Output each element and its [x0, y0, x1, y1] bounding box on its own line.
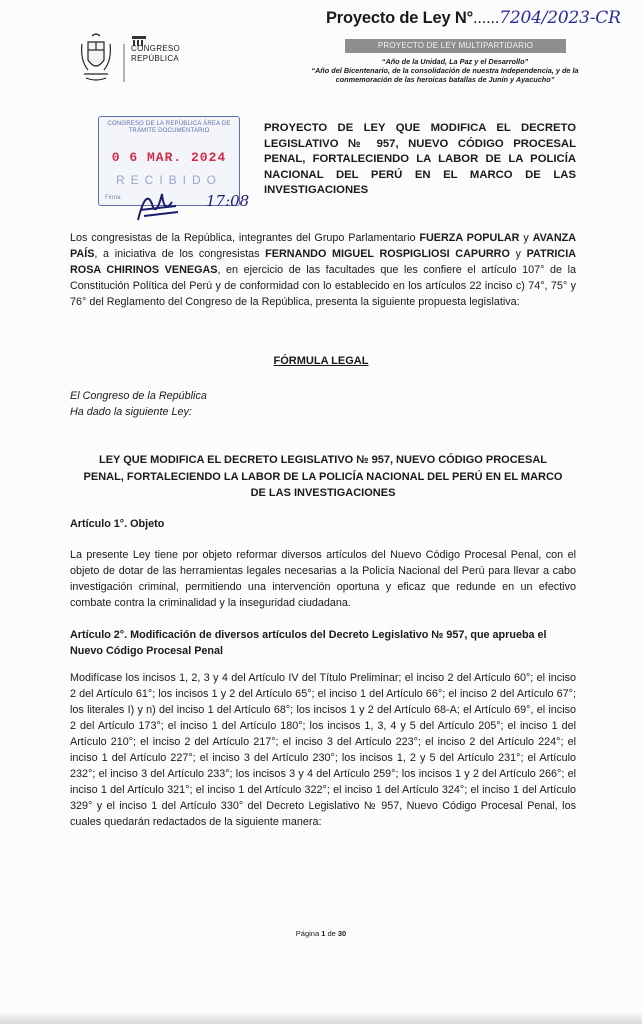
year-line-1: “Año de la Unidad, La Paz y el Desarrollo” [381, 57, 529, 66]
article-2-text: Modifícase los incisos 1, 2, 3 y 4 del Artículo IV del Título Preliminar; el inciso 2 del Artículo 60°; el inciso 2 del Artículo 61°; los incisos 1 y 2 del Artículo 65°; el inciso 1 del Artículo 66°; el inciso 2 del Artículo 67°; los literales I) y n) del inciso 1 del Artículo 68°; los incisos 1 y 2 del Artículo 68-A; el Artículo 69°, el inciso 2 del Artículo 173°; el inciso 1 del Artículo 180°; los incisos 1, 3, 4 y 5 del Artículo 205°; el inciso 1 del Artículo 210°; el inciso 2 del Artículo 217°; el inciso 3 del Artículo 223°; el inciso 2 del Artículo 224°; el inciso 1 del Artículo 227°; el inciso 3 del Artículo 230°; los incisos 1, 2 y 5 del Artículo 231°; el Artículo 232°; el inciso 3 del Artículo 233°; los incisos 3 y 4 del Artículo 259°; los incisos 1 y 2 del Artículo 266°; el inciso 1 del Artículo 321°; el inciso 1 del Artículo 322°; el inciso 1 del Artículo 324°; el inciso 1 del Artículo 329° y el inciso 1 del Artículo 330° del Decreto Legislativo № 957, Nuevo Código Procesal Penal, los cuales quedarán redactados de la siguiente manera: [70, 672, 576, 828]
article-1-heading: Artículo 1°. Objeto [70, 518, 165, 530]
page-edge-shadow [0, 1010, 642, 1024]
logo-text [131, 44, 180, 64]
stamp-signature-label: Firma: [105, 195, 122, 201]
intro-text-4: y [509, 248, 527, 260]
handwritten-signature [132, 184, 262, 228]
intro-text-1: Los congresistas de la República, integrantes del Grupo Parlamentario [70, 232, 420, 244]
stamp-date: 0 6 MAR. 2024 [111, 150, 227, 165]
intro-text-5: , en ejercicio de las facultades que les confiere el artículo 107° de la Constitución Política del Perú y de conformidad con lo establecido en los artículos 22 inciso c) 74°, 75° y 76° del Reglamento del Congreso de la República, presenta la siguiente propuesta legislativa: [70, 264, 576, 308]
page-footer [0, 929, 642, 938]
logo-line-1: CONGRESO [131, 44, 181, 53]
party-name-2: AVANZA PAÍS [70, 232, 577, 260]
intro-text-2: y [519, 232, 533, 244]
enact-line-2: Ha dado la siguiente Ley: [70, 405, 192, 418]
formula-legal-heading [0, 355, 642, 367]
article-1-text: La presente Ley tiene por objeto reformar diversos artículos del Nuevo Código Procesal Penal, con el objeto de dotar de las herramientas legales necesarias a la Policía Nacional del Perú para llevar a cabo investigación criminal, permitiendo una intervención oportuna y eficaz que redunde en un efectivo combate contra la criminalidad y la inseguridad ciudadana. [70, 549, 576, 609]
party-name-1: FUERZA POPULAR [419, 232, 520, 244]
bill-number [326, 8, 621, 28]
page-mid: de [325, 929, 338, 938]
bill-title: PROYECTO DE LEY QUE MODIFICA EL DECRETO LEGISLATIVO № 957, NUEVO CÓDIGO PROCESAL PENAL, FORTALECIENDO LA LABOR DE LA POLICÍA NACIONAL DEL PERÚ EN EL MARCO DE LAS INVESTIGACIONES [264, 122, 576, 196]
page-total: 30 [337, 929, 347, 938]
formula-legal-text: FÓRMULA LEGAL [273, 355, 369, 367]
bill-dots: ...... [472, 9, 500, 27]
law-title: LEY QUE MODIFICA EL DECRETO LEGISLATIVO № 957, NUEVO CÓDIGO PROCESAL PENAL, FORTALECIENDO LA LABOR DE LA POLICÍA NACIONAL DEL PERÚ EN EL MARCO DE LAS INVESTIGACIONES [83, 454, 563, 499]
year-names [300, 57, 590, 84]
bill-label: Proyecto de Ley N° [326, 9, 473, 27]
multiparty-band: PROYECTO DE LEY MULTIPARTIDARIO [345, 39, 566, 53]
stamp-time: 17:08 [206, 192, 250, 210]
author-2: PATRICIA ROSA CHIRINOS VENEGAS [70, 248, 576, 276]
logo-line-2: REPÚBLICA [131, 54, 180, 63]
article-2-heading: Artículo 2°. Modificación de diversos artículos del Decreto Legislativo № 957, que aprueba el Nuevo Código Procesal Penal [70, 629, 547, 657]
stamp-received: RECIBIDO [115, 173, 222, 187]
author-1: FERNANDO MIGUEL ROSPIGLIOSI CAPURRO [265, 248, 510, 260]
enact-line-1: El Congreso de la República [70, 390, 207, 402]
coat-of-arms-icon [82, 34, 111, 80]
intro-paragraph [70, 230, 576, 310]
stamp-office: CONGRESO DE LA REPÚBLICA ÁREA DE TRÁMITE DOCUMENTARIO [107, 121, 231, 134]
intro-text-3: , a iniciativa de los congresistas [94, 248, 266, 260]
page-prefix: Página [295, 929, 322, 938]
bill-number-handwritten: 7204/2023-CR [499, 8, 621, 28]
page-current: 1 [321, 929, 326, 938]
year-line-2: “Año del Bicentenario, de la consolidación de nuestra Independencia, y de la conmemoración de las heroicas batallas de Junín y Ayacucho” [311, 66, 579, 84]
enacting-clause [70, 389, 207, 420]
